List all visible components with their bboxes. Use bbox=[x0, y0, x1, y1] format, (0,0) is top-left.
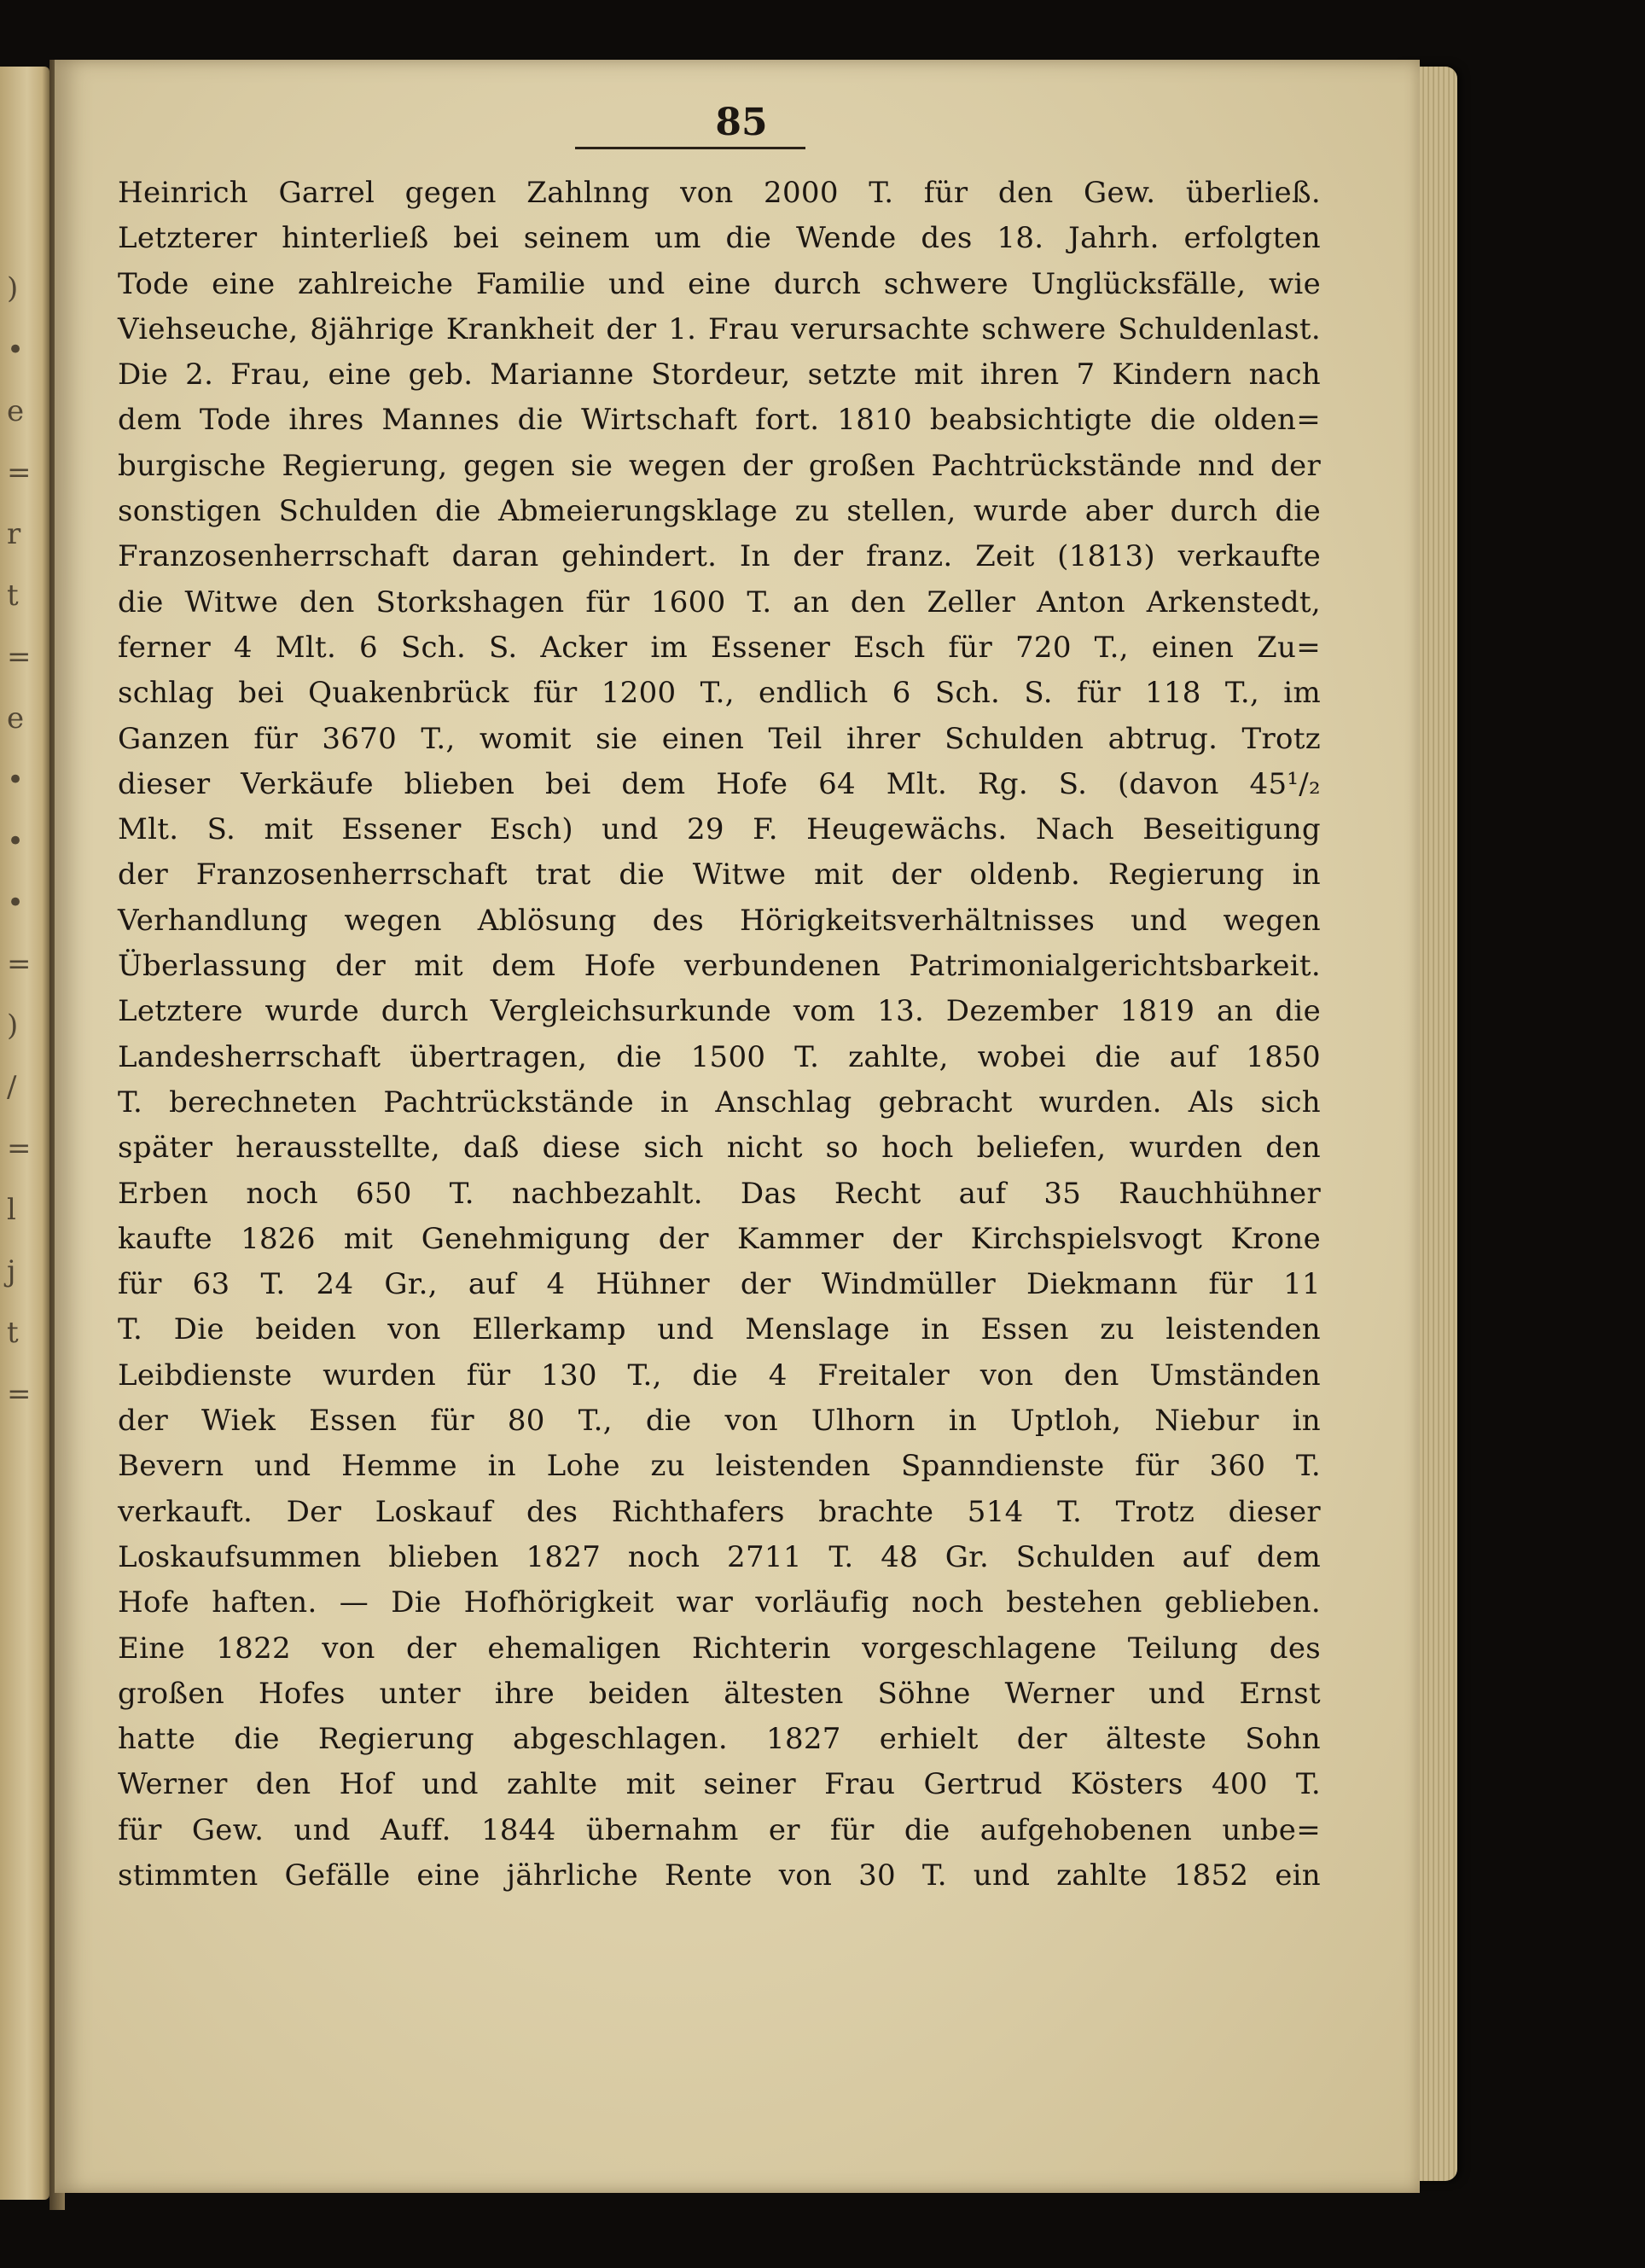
text-line: stimmten Gefälle eine jährliche Rente von 30 T. und zahlte 1852 ein bbox=[118, 1858, 1321, 1893]
text-line: Letzterer hinterließ bei seinem um die Wende des 18. Jahrh. erfolgten bbox=[118, 221, 1321, 256]
left-page-fragment: • bbox=[7, 333, 25, 367]
text-line: großen Hofes unter ihre beiden ältesten Söhne Werner und Ernst bbox=[118, 1676, 1321, 1711]
header-rule bbox=[575, 147, 805, 149]
text-line: Erben noch 650 T. nachbezahlt. Das Recht auf 35 Rauchhühner bbox=[118, 1176, 1321, 1211]
text-line: dem Tode ihres Mannes die Wirtschaft fort. 1810 beabsichtigte die olden= bbox=[118, 403, 1321, 438]
text-line: verkauft. Der Loskauf des Richthafers brachte 514 T. Trotz dieser bbox=[118, 1494, 1321, 1529]
text-line: Eine 1822 von der ehemaligen Richterin vorgeschlagene Teilung des bbox=[118, 1631, 1321, 1666]
left-page-fragment: = bbox=[7, 947, 32, 981]
left-page-fragment: / bbox=[7, 1070, 17, 1104]
left-page-fragment: = bbox=[7, 456, 32, 490]
text-line: schlag bei Quakenbrück für 1200 T., endlich 6 Sch. S. für 118 T., im bbox=[118, 676, 1321, 711]
left-page-fragment: = bbox=[7, 1131, 32, 1166]
text-line: Überlassung der mit dem Hofe verbundenen Patrimonialgerichtsbarkeit. bbox=[118, 949, 1321, 984]
text-line: Ganzen für 3670 T., womit sie einen Teil ihrer Schulden abtrug. Trotz bbox=[118, 721, 1321, 756]
text-line: Loskaufsummen blieben 1827 noch 2711 T. 48 Gr. Schulden auf dem bbox=[118, 1539, 1321, 1574]
text-line: Franzosenherrschaft daran gehindert. In der franz. Zeit (1813) verkaufte bbox=[118, 539, 1321, 574]
left-page-fragment: ) bbox=[7, 271, 19, 305]
left-page-fragment: ) bbox=[7, 1009, 19, 1043]
text-line: Letztere wurde durch Vergleichsurkunde vom 13. Dezember 1819 an die bbox=[118, 994, 1321, 1029]
text-line: ferner 4 Mlt. 6 Sch. S. Acker im Essener Esch für 720 T., einen Zu= bbox=[118, 630, 1321, 665]
text-line: T. berechneten Pachtrückstände in Anschlag gebracht wurden. Als sich bbox=[118, 1085, 1321, 1119]
text-line: Bevern und Hemme in Lohe zu leistenden Spanndienste für 360 T. bbox=[118, 1449, 1321, 1484]
text-line: Landesherrschaft übertragen, die 1500 T. zahlte, wobei die auf 1850 bbox=[118, 1039, 1321, 1074]
book-page bbox=[55, 60, 1420, 2193]
text-line: die Witwe den Storkshagen für 1600 T. an den Zeller Anton Arkenstedt, bbox=[118, 584, 1321, 619]
left-page-fragment: j bbox=[7, 1254, 16, 1288]
left-page-fragment: r bbox=[7, 517, 21, 551]
text-line: der Franzosenherrschaft trat die Witwe mit der oldenb. Regierung in bbox=[118, 858, 1321, 893]
left-page-fragment: t bbox=[7, 579, 19, 613]
left-page-fragment: l bbox=[7, 1193, 16, 1227]
left-page-fragment: • bbox=[7, 763, 25, 797]
text-line: Heinrich Garrel gegen Zahlnng von 2000 T. für den Gew. überließ. bbox=[118, 176, 1321, 210]
text-line: hatte die Regierung abgeschlagen. 1827 erhielt der älteste Sohn bbox=[118, 1722, 1321, 1757]
text-line: T. Die beiden von Ellerkamp und Menslage in Essen zu leistenden bbox=[118, 1312, 1321, 1347]
text-line: später herausstellte, daß diese sich nicht so hoch beliefen, wurden den bbox=[118, 1131, 1321, 1166]
text-line: der Wiek Essen für 80 T., die von Ulhorn in Uptloh, Niebur in bbox=[118, 1404, 1321, 1439]
left-page-fragment: t bbox=[7, 1316, 19, 1350]
text-line: Die 2. Frau, eine geb. Marianne Stordeur, setzte mit ihren 7 Kindern nach bbox=[118, 358, 1321, 393]
text-line: Viehseuche, 8jährige Krankheit der 1. Frau verursachte schwere Schuldenlast. bbox=[118, 311, 1321, 346]
left-page-fragment: • bbox=[7, 824, 25, 858]
text-line: kaufte 1826 mit Genehmigung der Kammer der Kirchspielsvogt Krone bbox=[118, 1221, 1321, 1256]
left-page-fragment: = bbox=[7, 1377, 32, 1411]
text-line: sonstigen Schulden die Abmeierungsklage zu stellen, wurde aber durch die bbox=[118, 494, 1321, 529]
text-line: Tode eine zahlreiche Familie und eine durch schwere Unglücksfälle, wie bbox=[118, 266, 1321, 301]
text-line: für Gew. und Auff. 1844 übernahm er für die aufgehobenen unbe= bbox=[118, 1812, 1321, 1847]
left-page-fragment: e bbox=[7, 394, 25, 428]
page-number: 85 bbox=[715, 101, 768, 144]
text-line: burgische Regierung, gegen sie wegen der großen Pachtrückstände nnd der bbox=[118, 448, 1321, 483]
text-line: für 63 T. 24 Gr., auf 4 Hühner der Windmüller Diekmann für 11 bbox=[118, 1267, 1321, 1302]
text-line: dieser Verkäufe blieben bei dem Hofe 64 Mlt. Rg. S. (davon 45¹/₂ bbox=[118, 766, 1321, 801]
left-page-fragment: • bbox=[7, 886, 25, 920]
text-line: Werner den Hof und zahlte mit seiner Frau Gertrud Kösters 400 T. bbox=[118, 1767, 1321, 1802]
text-line: Verhandlung wegen Ablösung des Hörigkeitsverhältnisses und wegen bbox=[118, 903, 1321, 938]
previous-page-edge bbox=[0, 67, 49, 2200]
text-line: Leibdienste wurden für 130 T., die 4 Freitaler von den Umständen bbox=[118, 1358, 1321, 1393]
text-line: Mlt. S. mit Essener Esch) und 29 F. Heugewächs. Nach Beseitigung bbox=[118, 812, 1321, 847]
left-page-fragment: e bbox=[7, 701, 25, 736]
text-line: Hofe haften. — Die Hofhörigkeit war vorläufig noch bestehen geblieben. bbox=[118, 1585, 1321, 1620]
body-text bbox=[118, 171, 1321, 1899]
left-page-fragment: = bbox=[7, 640, 32, 674]
